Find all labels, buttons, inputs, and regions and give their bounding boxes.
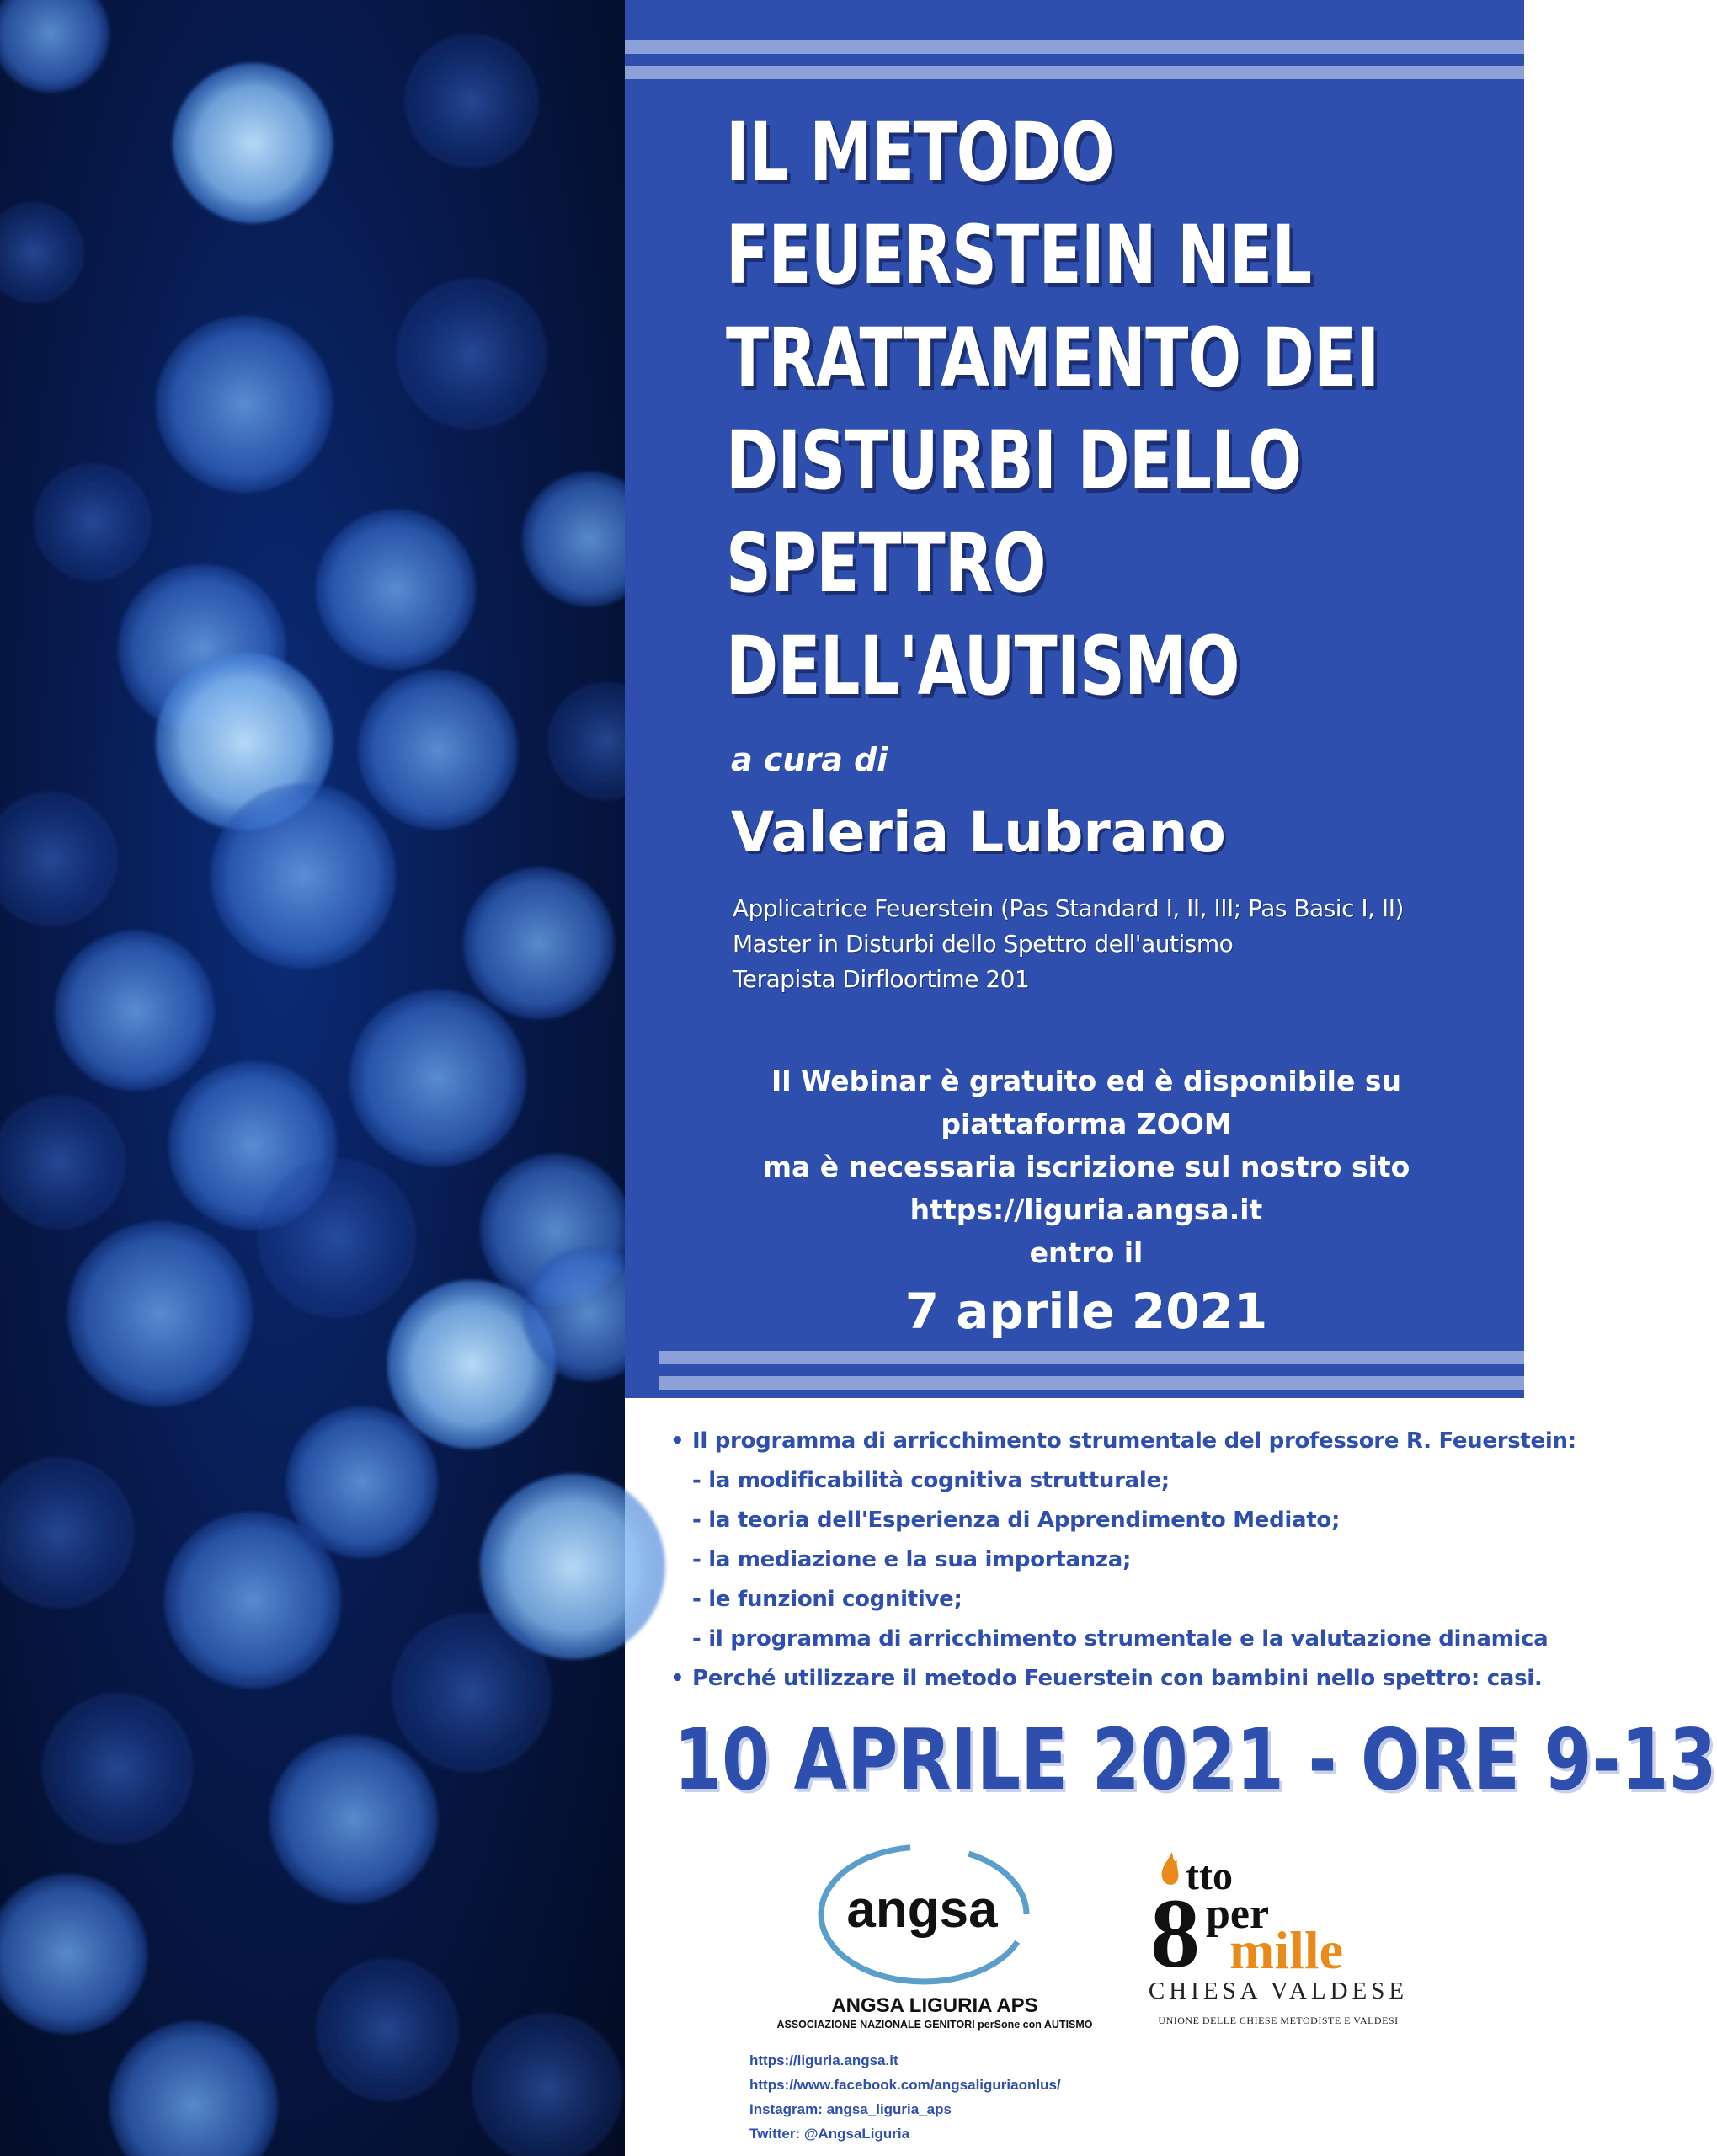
top-stripe-2: [625, 66, 1524, 79]
twitter-handle[interactable]: Twitter: @AngsaLiguria: [749, 2126, 910, 2142]
credential-line: Master in Disturbi dello Spettro dell'autismo: [733, 930, 1234, 958]
contact-list: [749, 2048, 1061, 2146]
list-item: • Perché utilizzare il metodo Feuerstein con bambini nello spettro: casi.: [670, 1659, 1512, 1699]
otto-per-mille-logo: [1145, 1849, 1423, 1988]
title-line: DISTURBI DELLO: [726, 414, 1302, 508]
opm-word-mille: mille: [1229, 1920, 1344, 1980]
list-item: - le funzioni cognitive;: [692, 1587, 962, 1612]
speaker-name: Valeria Lubrano: [731, 800, 1226, 865]
event-date: 10 APRILE 2021 - ORE 9-13: [674, 1710, 1717, 1809]
curated-by-label: a cura di: [731, 741, 888, 778]
angsa-subtitle: ASSOCIAZIONE NAZIONALE GENITORI perSone con AUTISMO: [776, 2019, 1093, 2031]
registration-line: entro il: [1029, 1236, 1144, 1269]
title-line: FEUERSTEIN NEL: [726, 208, 1312, 302]
title-line: SPETTRO: [726, 516, 1046, 611]
poster-title: [726, 101, 1501, 718]
credential-line: Terapista Dirfloortime 201: [733, 965, 1030, 993]
registration-line: ma è necessaria iscrizione sul nostro sito: [762, 1150, 1410, 1183]
list-item: - la teoria dell'Esperienza di Apprendimento Mediato;: [692, 1508, 1341, 1533]
registration-line: piattaforma ZOOM: [941, 1107, 1232, 1140]
angsa-logo-text: angsa: [846, 1881, 998, 1939]
instagram-handle[interactable]: Instagram: angsa_liguria_aps: [749, 2101, 952, 2117]
opm-word-tto: tto: [1186, 1854, 1233, 1898]
opm-digit: 8: [1150, 1878, 1200, 1988]
program-list: [670, 1422, 1576, 1699]
title-line: IL METODO: [726, 105, 1114, 200]
title-line: DELL'AUTISMO: [726, 619, 1240, 713]
list-item: - la modificabilità cognitiva strutturale;: [692, 1468, 1170, 1493]
facebook-link[interactable]: https://www.facebook.com/angsaliguriaonlus/: [749, 2077, 1061, 2093]
registration-link[interactable]: https://liguria.angsa.it: [909, 1193, 1263, 1226]
bokeh-background-image: [0, 0, 625, 2156]
opm-church-name: CHIESA VALDESE: [1148, 1977, 1409, 2004]
opm-word-per: per: [1206, 1890, 1270, 1938]
title-line: TRATTAMENTO DEI: [726, 311, 1379, 405]
website-link[interactable]: https://liguria.angsa.it: [749, 2052, 898, 2068]
credential-line: Applicatrice Feuerstein (Pas Standard I, II, III; Pas Basic I, II): [733, 894, 1404, 922]
list-item: - la mediazione e la sua importanza;: [692, 1547, 1132, 1572]
bokeh-lights: [0, 0, 625, 2156]
speaker-credentials: [733, 891, 1404, 997]
registration-info: [674, 1059, 1499, 1345]
bottom-stripe-1: [659, 1351, 1524, 1364]
bottom-stripe-2: [659, 1376, 1524, 1390]
list-item: - il programma di arricchimento strumentale e la valutazione dinamica: [692, 1626, 1549, 1652]
opm-union-name: UNIONE DELLE CHIESE METODISTE E VALDESI: [1158, 2015, 1399, 2026]
angsa-name: ANGSA LIGURIA APS: [831, 1994, 1038, 2017]
top-stripe-1: [625, 40, 1524, 54]
registration-deadline: 7 aprile 2021: [904, 1283, 1268, 1340]
angsa-logo: [813, 1832, 1040, 1992]
list-item: • Il programma di arricchimento strumentale del professore R. Feuerstein:: [670, 1422, 1512, 1461]
registration-line: Il Webinar è gratuito ed è disponibile su: [771, 1065, 1401, 1097]
